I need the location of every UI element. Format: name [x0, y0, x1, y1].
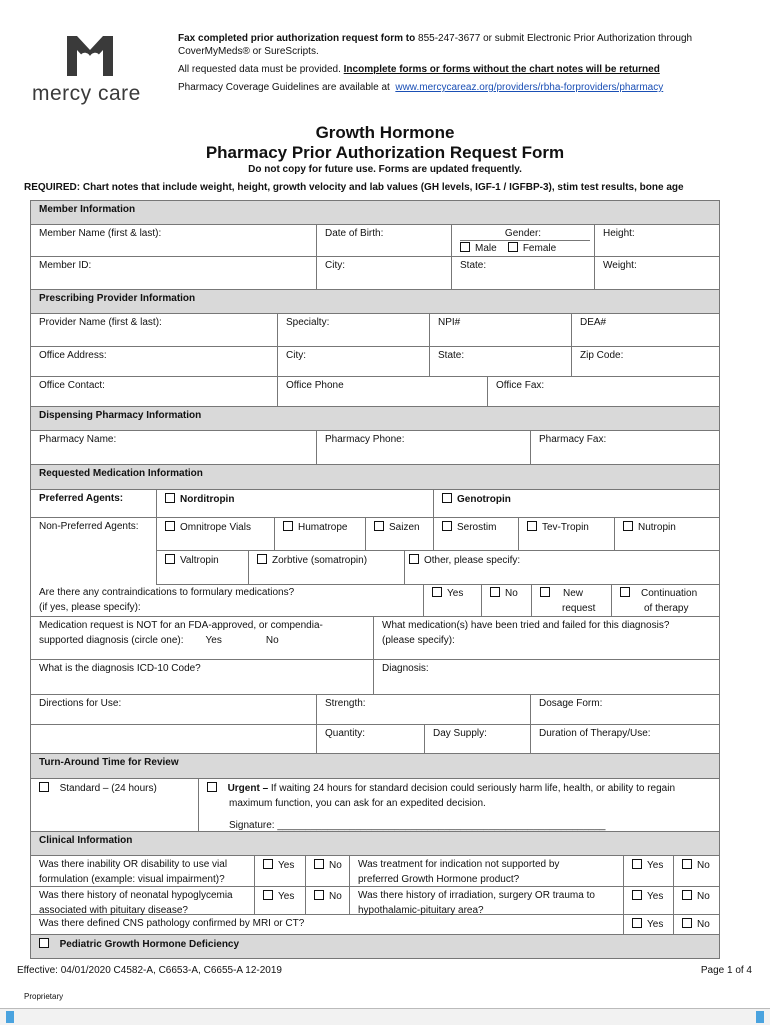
heart-m-icon [30, 30, 150, 82]
strength-field[interactable]: Strength: [316, 695, 530, 724]
office-fax-field[interactable]: Office Fax: [487, 377, 719, 406]
guidelines-link[interactable]: www.mercycareaz.org/providers/rbha-forproviders/pharmacy [395, 82, 664, 93]
q3-no-option[interactable]: No [305, 887, 349, 914]
continuation-option[interactable]: Continuation of therapy [611, 584, 719, 616]
standard-option[interactable]: Standard – (24 hours) [31, 779, 198, 831]
serostim-option[interactable]: Serostim [433, 518, 518, 550]
q2-no-checkbox[interactable] [682, 859, 692, 869]
q4-yes-checkbox[interactable] [632, 890, 642, 900]
fda-yes[interactable]: Yes [205, 635, 222, 646]
specialty-field[interactable]: Specialty: [277, 314, 429, 346]
contra-no-option[interactable]: No [481, 584, 531, 616]
humatrope-checkbox[interactable] [283, 521, 293, 531]
guidelines-note: Pharmacy Coverage Guidelines are available at www.mercycareaz.org/providers/rbha-forproviders/pharmacy [178, 82, 664, 93]
humatrope-option[interactable]: Humatrope [274, 518, 365, 550]
valtropin-option[interactable]: Valtropin [156, 551, 248, 584]
female-checkbox[interactable] [508, 242, 518, 252]
zorbtive-checkbox[interactable] [257, 554, 267, 564]
standard-checkbox[interactable] [39, 782, 49, 792]
fda-question[interactable]: Medication request is NOT for an FDA-approved, or compendia- supported diagnosis (circle one): Yes No [39, 620, 323, 646]
scroll-right-handle[interactable] [756, 1011, 764, 1023]
new-request-option[interactable]: New request [531, 584, 611, 616]
horizontal-scrollbar[interactable] [0, 1008, 770, 1025]
male-checkbox[interactable] [460, 242, 470, 252]
zip-field[interactable]: Zip Code: [571, 347, 719, 376]
contra-yes-option[interactable]: Yes [423, 584, 481, 616]
continuation-checkbox[interactable] [620, 587, 630, 597]
height-field[interactable]: Height: [594, 225, 719, 256]
q1-yes-checkbox[interactable] [263, 859, 273, 869]
dea-field[interactable]: DEA# [571, 314, 719, 346]
scroll-left-handle[interactable] [6, 1011, 14, 1023]
gender-field: Gender: Male Female [451, 225, 594, 256]
contra-yes-checkbox[interactable] [432, 587, 442, 597]
nutropin-checkbox[interactable] [623, 521, 633, 531]
clinical-q4: Was there history of irradiation, surgery OR trauma to hypothalamic-pituitary area? [349, 887, 623, 914]
nonpreferred-agents-label: Non-Preferred Agents: [39, 521, 139, 532]
office-state-field[interactable]: State: [429, 347, 571, 376]
pharmacy-name-field[interactable]: Pharmacy Name: [39, 434, 117, 445]
urgent-option[interactable]: Urgent – If waiting 24 hours for standard decision could seriously harm life, health, or ability to regain maximum function, you can ask for an expedited decision. Signature: ___________________________________________________________ [198, 779, 719, 831]
office-phone-field[interactable]: Office Phone [277, 377, 487, 406]
directions-continued[interactable] [31, 725, 316, 753]
nutropin-option[interactable]: Nutropin [614, 518, 719, 550]
urgent-checkbox[interactable] [207, 782, 217, 792]
office-city-field[interactable]: City: [277, 347, 429, 376]
member-city-field[interactable]: City: [316, 257, 451, 289]
pediatric-gh-deficiency-header[interactable]: Pediatric Growth Hormone Deficiency [31, 935, 719, 958]
signature-line[interactable]: Signature: ___________________________________________________________ [229, 820, 606, 831]
norditropin-option[interactable]: Norditropin [156, 490, 433, 517]
npi-field[interactable]: NPI# [429, 314, 571, 346]
dob-field[interactable]: Date of Birth: [316, 225, 451, 256]
q3-yes-option[interactable]: Yes [254, 887, 305, 914]
icd10-field[interactable]: What is the diagnosis ICD-10 Code? [39, 663, 201, 674]
clinical-q5: Was there defined CNS pathology confirmed by MRI or CT? [39, 918, 305, 929]
authorization-form [30, 200, 720, 959]
dosage-form-field[interactable]: Dosage Form: [530, 695, 719, 724]
weight-field[interactable]: Weight: [594, 257, 719, 289]
norditropin-checkbox[interactable] [165, 493, 175, 503]
serostim-checkbox[interactable] [442, 521, 452, 531]
effective-date: Effective: 04/01/2020 C4582-A, C6653-A, C6655-A 12-2019 [17, 965, 282, 976]
office-contact-field[interactable]: Office Contact: [39, 380, 105, 391]
q4-no-option[interactable]: No [673, 887, 719, 914]
q1-no-option[interactable]: No [305, 856, 349, 886]
clinical-q1: Was there inability OR disability to use vial formulation (example: visual impairment)? [39, 859, 228, 885]
form-title-line1: Growth Hormone [315, 123, 455, 142]
preferred-agents-label: Preferred Agents: [39, 493, 124, 504]
member-state-field[interactable]: State: [451, 257, 594, 289]
omnitrope-option[interactable]: Omnitrope Vials [156, 518, 274, 550]
mercy-care-logo [30, 30, 150, 110]
other-option[interactable]: Other, please specify: [404, 551, 719, 584]
contra-no-checkbox[interactable] [490, 587, 500, 597]
clinical-q2: Was treatment for indication not supported by preferred Growth Hormone product? [349, 856, 623, 886]
saizen-option[interactable]: Saizen [365, 518, 433, 550]
prescriber-section-header: Prescribing Provider Information [31, 290, 719, 314]
omnitrope-checkbox[interactable] [165, 521, 175, 531]
pediatric-checkbox[interactable] [39, 938, 49, 948]
fda-no[interactable]: No [265, 635, 279, 646]
member-name-field[interactable]: Member Name (first & last): [39, 228, 162, 239]
q4-yes-option[interactable]: Yes [623, 887, 673, 914]
pharmacy-section-header: Dispensing Pharmacy Information [31, 407, 719, 431]
tev-tropin-option[interactable]: Tev-Tropin [518, 518, 614, 550]
clinical-section-header: Clinical Information [31, 832, 719, 856]
fax-instructions: Fax completed prior authorization request form to 855-247-3677 or submit Electronic Prior Authorization through CoverMyMeds® or SureScripts. [178, 33, 693, 57]
day-supply-field[interactable]: Day Supply: [424, 725, 530, 753]
provider-name-field[interactable]: Provider Name (first & last): [39, 317, 162, 328]
tried-failed-field[interactable]: What medication(s) have been tried and failed for this diagnosis? (please specify): [373, 617, 719, 659]
member-section-header: Member Information [31, 201, 719, 225]
pharmacy-fax-field[interactable]: Pharmacy Fax: [530, 431, 719, 464]
q5-yes-checkbox[interactable] [632, 918, 642, 928]
new-request-checkbox[interactable] [540, 587, 550, 597]
form-subtitle: Do not copy for future use. Forms are updated frequently. [248, 164, 522, 175]
duration-field[interactable]: Duration of Therapy/Use: [530, 725, 719, 753]
q3-yes-checkbox[interactable] [263, 890, 273, 900]
genotropin-option[interactable]: Genotropin [433, 490, 719, 517]
member-id-field[interactable]: Member ID: [39, 260, 92, 271]
turnaround-section-header: Turn-Around Time for Review [31, 754, 719, 779]
directions-field[interactable]: Directions for Use: [39, 698, 122, 709]
q5-no-option[interactable]: No [673, 915, 719, 934]
q5-yes-option[interactable]: Yes [623, 915, 673, 934]
q1-no-checkbox[interactable] [314, 859, 324, 869]
quantity-field[interactable]: Quantity: [316, 725, 424, 753]
q1-yes-option[interactable]: Yes [254, 856, 305, 886]
q4-no-checkbox[interactable] [682, 890, 692, 900]
tev-tropin-checkbox[interactable] [527, 521, 537, 531]
q5-no-checkbox[interactable] [682, 918, 692, 928]
diagnosis-field[interactable]: Diagnosis: [373, 660, 719, 694]
q2-no-option[interactable]: No [673, 856, 719, 886]
q3-no-checkbox[interactable] [314, 890, 324, 900]
proprietary-label: Proprietary [24, 992, 64, 1001]
medication-section-header: Requested Medication Information [31, 465, 719, 490]
required-data-note: All requested data must be provided. Incomplete forms or forms without the chart notes will be returned [178, 64, 660, 75]
valtropin-checkbox[interactable] [165, 554, 175, 564]
pharmacy-phone-field[interactable]: Pharmacy Phone: [316, 431, 530, 464]
q2-yes-option[interactable]: Yes [623, 856, 673, 886]
saizen-checkbox[interactable] [374, 521, 384, 531]
page-number: Page 1 of 4 [700, 965, 752, 976]
zorbtive-option[interactable]: Zorbtive (somatropin) [248, 551, 404, 584]
other-checkbox[interactable] [409, 554, 419, 564]
q2-yes-checkbox[interactable] [632, 859, 642, 869]
logo-text: mercy care [32, 82, 141, 105]
form-title-line2: Pharmacy Prior Authorization Request Form [205, 143, 565, 162]
genotropin-checkbox[interactable] [442, 493, 452, 503]
contraindications-question[interactable]: Are there any contraindications to formulary medications? (if yes, please specify): [39, 587, 295, 613]
office-address-field[interactable]: Office Address: [39, 350, 107, 361]
required-chart-notes: REQUIRED: Chart notes that include weight, height, growth velocity and lab values (GH levels, IGF-1 / IGFBP-3), stim test results, bone age [24, 182, 684, 193]
clinical-q3: Was there history of neonatal hypoglycemia associated with pituitary disease? [39, 890, 233, 916]
